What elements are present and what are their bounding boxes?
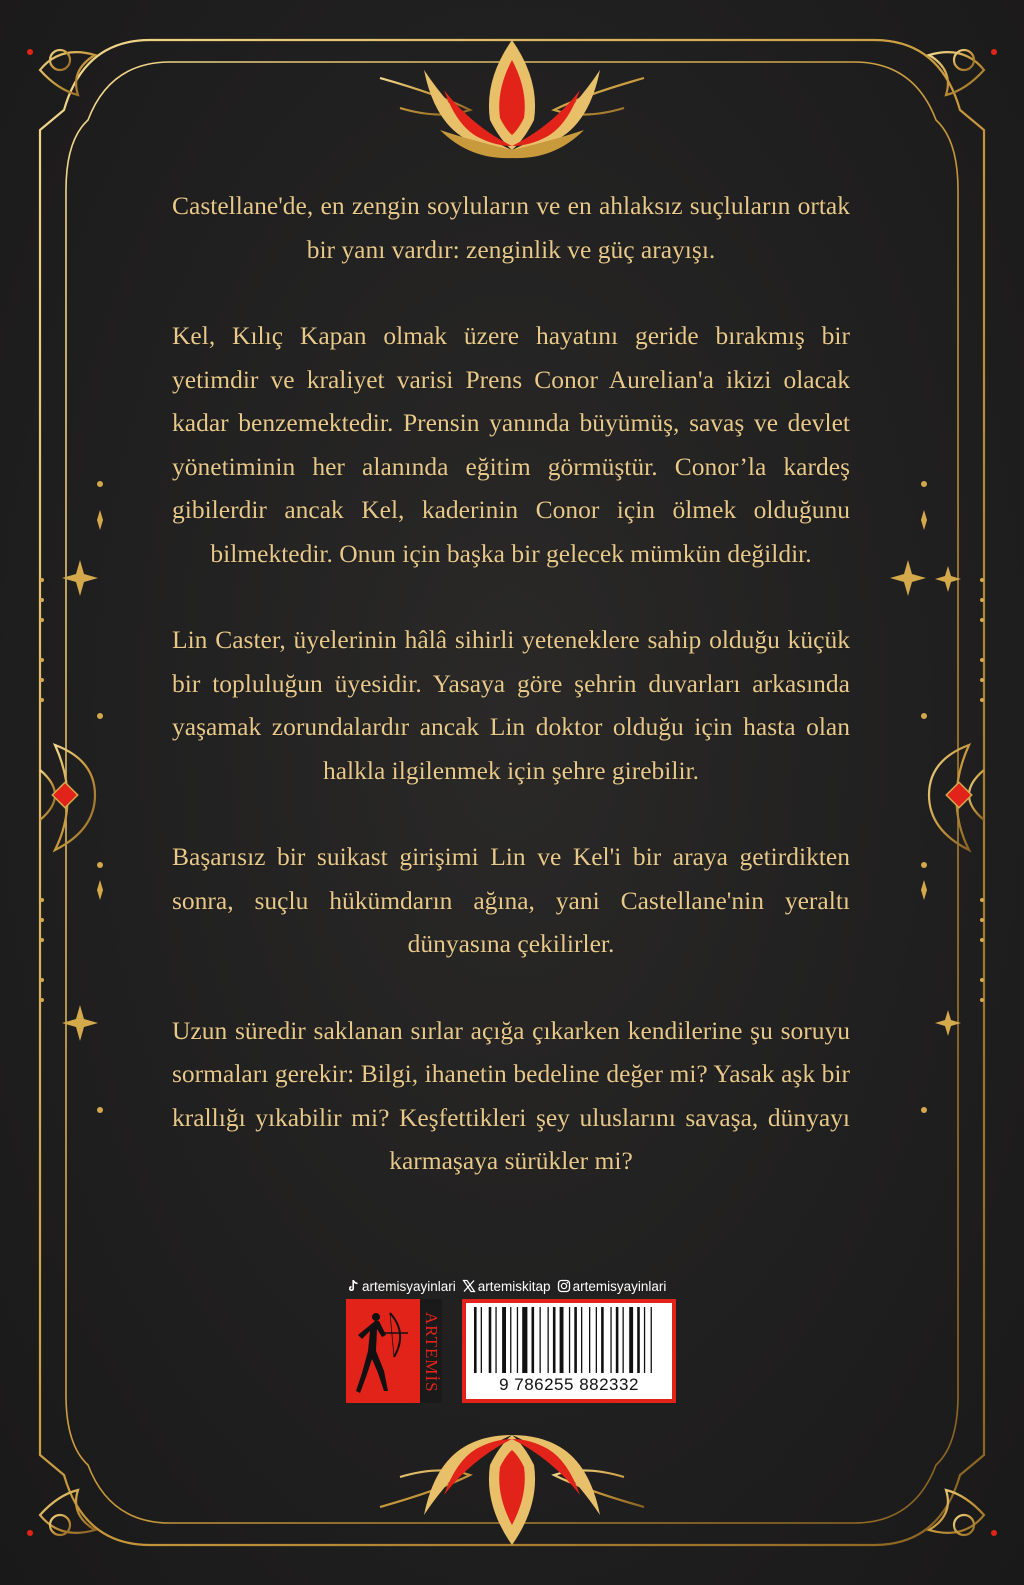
barcode-bar [489, 1307, 492, 1373]
barcode-bar [616, 1307, 619, 1373]
blurb-paragraph-1: Castellane'de, en zengin soyluların ve en ahlaksız suçluların ortak bir yanı vardır: zenginlik ve güç arayışı. [172, 191, 850, 264]
archer-icon [346, 1299, 420, 1403]
x-link [462, 1279, 551, 1294]
barcode-bar [502, 1307, 506, 1373]
bottom-lotus-ornament [424, 1435, 600, 1545]
barcode-bar [629, 1307, 633, 1373]
barcode-bar [474, 1307, 477, 1373]
barcode-bar [589, 1307, 590, 1373]
instagram-handle: artemisyayinlari [572, 1278, 667, 1294]
blurb-paragraph-3: Lin Caster, üyelerinin hâlâ sihirli yeteneklere sahip olduğu küçük bir topluluğun üyesidir. Yasaya göre şehrin duvarları arkasında yaşamak zorundalardır ancak Lin doktor olduğu için hasta olan halkla ilgilenmek için şehre girebilir. [172, 625, 850, 785]
isbn-number: 9 786255 882332 [499, 1375, 639, 1394]
social-handles [346, 1275, 686, 1297]
barcode-bar [596, 1307, 597, 1373]
blurb-paragraph-4: Başarısız bir suikast girişimi Lin ve Kel'i bir araya getirdikten sonra, suçlu hükümdarın ağına, yani Castellane'nin yeraltı dünyasına çekilirler. [172, 842, 850, 958]
barcode-bar [601, 1307, 604, 1373]
barcode-bar [548, 1307, 549, 1373]
barcode-bar [540, 1307, 541, 1373]
tiktok-link [346, 1279, 456, 1294]
barcode-bar [651, 1307, 652, 1373]
barcode-bar [522, 1307, 527, 1373]
barcode-bar [481, 1307, 482, 1373]
barcode-bar [637, 1307, 640, 1373]
blurb-text [172, 184, 850, 1226]
barcode-bar [574, 1307, 577, 1373]
x-handle: artemiskitap [477, 1278, 551, 1294]
publisher-logo [346, 1299, 442, 1403]
barcode-bar [610, 1307, 611, 1373]
tiktok-handle: artemisyayinlari [362, 1278, 456, 1294]
top-lotus-ornament [424, 40, 600, 158]
x-icon [462, 1279, 476, 1293]
barcode-bar [644, 1307, 645, 1373]
barcode-bar [532, 1307, 535, 1373]
barcode-bar [510, 1307, 511, 1373]
isbn-barcode [462, 1299, 676, 1403]
barcode-bar [560, 1307, 564, 1373]
barcode-bar [581, 1307, 582, 1373]
publisher-brand: ARTEMİS [422, 1312, 441, 1393]
barcode-bar [517, 1307, 518, 1373]
barcode-bars [474, 1307, 664, 1373]
instagram-link [557, 1279, 667, 1294]
tiktok-icon [346, 1279, 360, 1293]
barcode-bar [495, 1307, 496, 1373]
barcode-bar [553, 1307, 556, 1373]
blurb-paragraph-5: Uzun süredir saklanan sırlar açığa çıkarken kendilerine şu soruyu sormaları gerekir: Bilgi, ihanetin bedeline değer mi? Yasak aşk bir krallığı yıkabilir mi? Keşfettikleri şey uluslarını savaşa, dünyayı karmaşaya sürükler mi? [172, 1015, 850, 1175]
blurb-paragraph-2: Kel, Kılıç Kapan olmak üzere hayatını geride bırakmış bir yetimdir ve kraliyet varisi Prens Conor Aurelian'a ikizi olacak kadar benzemektedir. Prensin yanında büyümüş, savaş ve devlet yönetiminin her alanında eğitim görmüştür. Conor’la kardeş gibilerdir ancak Kel, kaderinin Conor için ölmek olduğunu bilmektedir. Onun için başka bir gelecek mümkün değildir. [172, 321, 850, 568]
barcode-bar [623, 1307, 624, 1373]
instagram-icon [557, 1279, 571, 1293]
barcode-bar [569, 1307, 570, 1373]
